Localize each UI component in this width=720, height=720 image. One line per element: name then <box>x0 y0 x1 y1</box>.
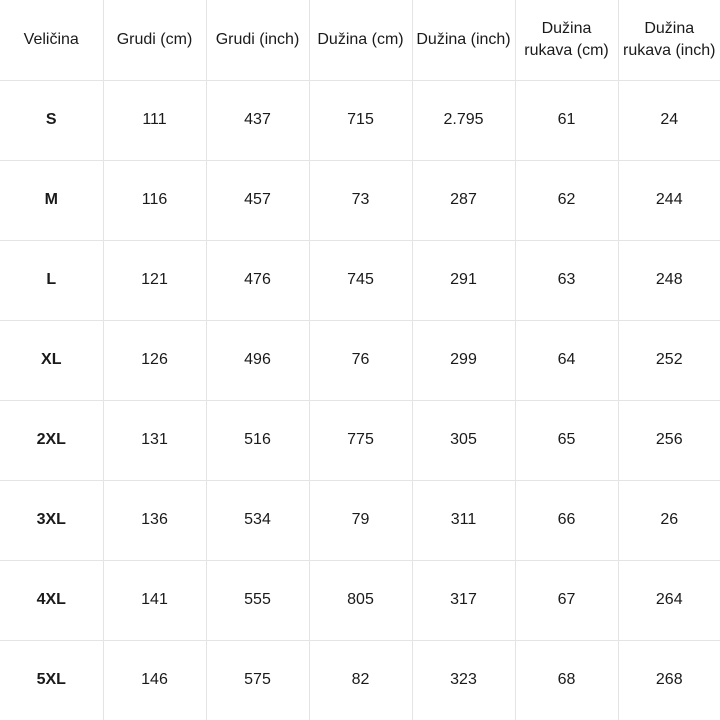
length-cm-cell: 73 <box>309 160 412 240</box>
size-cell: 2XL <box>0 400 103 480</box>
length-cm-cell: 715 <box>309 80 412 160</box>
size-cell: S <box>0 80 103 160</box>
sleeve-inch-cell: 252 <box>618 320 720 400</box>
chest-cm-cell: 111 <box>103 80 206 160</box>
chest-cm-cell: 136 <box>103 480 206 560</box>
table-row <box>0 640 720 720</box>
header-chest-cm: Grudi (cm) <box>103 0 206 80</box>
header-chest-inch: Grudi (inch) <box>206 0 309 80</box>
sleeve-inch-cell: 256 <box>618 400 720 480</box>
table-row <box>0 320 720 400</box>
chest-inch-cell: 575 <box>206 640 309 720</box>
length-inch-cell: 317 <box>412 560 515 640</box>
header-row <box>0 0 720 80</box>
length-inch-cell: 305 <box>412 400 515 480</box>
header-sleeve-cm: Dužina rukava (cm) <box>515 0 618 80</box>
chest-cm-cell: 146 <box>103 640 206 720</box>
length-cm-cell: 805 <box>309 560 412 640</box>
sleeve-cm-cell: 68 <box>515 640 618 720</box>
header-length-inch: Dužina (inch) <box>412 0 515 80</box>
sleeve-cm-cell: 61 <box>515 80 618 160</box>
sleeve-inch-cell: 264 <box>618 560 720 640</box>
chest-inch-cell: 516 <box>206 400 309 480</box>
chest-cm-cell: 121 <box>103 240 206 320</box>
header-size: Veličina <box>0 0 103 80</box>
sleeve-cm-cell: 63 <box>515 240 618 320</box>
length-inch-cell: 323 <box>412 640 515 720</box>
sleeve-inch-cell: 268 <box>618 640 720 720</box>
chest-inch-cell: 534 <box>206 480 309 560</box>
header-sleeve-inch: Dužina rukava (inch) <box>618 0 720 80</box>
size-cell: 3XL <box>0 480 103 560</box>
table-row <box>0 160 720 240</box>
length-cm-cell: 79 <box>309 480 412 560</box>
sleeve-inch-cell: 24 <box>618 80 720 160</box>
header-length-cm: Dužina (cm) <box>309 0 412 80</box>
table-row <box>0 80 720 160</box>
table-body <box>0 80 720 720</box>
table-row <box>0 480 720 560</box>
size-cell: M <box>0 160 103 240</box>
chest-cm-cell: 131 <box>103 400 206 480</box>
table-row <box>0 240 720 320</box>
table-header <box>0 0 720 80</box>
sleeve-cm-cell: 64 <box>515 320 618 400</box>
length-cm-cell: 82 <box>309 640 412 720</box>
table-row <box>0 400 720 480</box>
chest-cm-cell: 116 <box>103 160 206 240</box>
length-cm-cell: 775 <box>309 400 412 480</box>
size-cell: 4XL <box>0 560 103 640</box>
chest-cm-cell: 141 <box>103 560 206 640</box>
sleeve-cm-cell: 65 <box>515 400 618 480</box>
size-cell: XL <box>0 320 103 400</box>
sleeve-inch-cell: 248 <box>618 240 720 320</box>
chest-inch-cell: 555 <box>206 560 309 640</box>
length-cm-cell: 76 <box>309 320 412 400</box>
table-row <box>0 560 720 640</box>
length-inch-cell: 311 <box>412 480 515 560</box>
length-inch-cell: 2.795 <box>412 80 515 160</box>
size-cell: 5XL <box>0 640 103 720</box>
chest-inch-cell: 437 <box>206 80 309 160</box>
chest-inch-cell: 457 <box>206 160 309 240</box>
length-inch-cell: 291 <box>412 240 515 320</box>
sleeve-cm-cell: 62 <box>515 160 618 240</box>
sleeve-inch-cell: 244 <box>618 160 720 240</box>
chest-inch-cell: 476 <box>206 240 309 320</box>
length-inch-cell: 287 <box>412 160 515 240</box>
length-cm-cell: 745 <box>309 240 412 320</box>
sleeve-cm-cell: 67 <box>515 560 618 640</box>
chest-inch-cell: 496 <box>206 320 309 400</box>
sleeve-inch-cell: 26 <box>618 480 720 560</box>
size-cell: L <box>0 240 103 320</box>
sleeve-cm-cell: 66 <box>515 480 618 560</box>
length-inch-cell: 299 <box>412 320 515 400</box>
chest-cm-cell: 126 <box>103 320 206 400</box>
